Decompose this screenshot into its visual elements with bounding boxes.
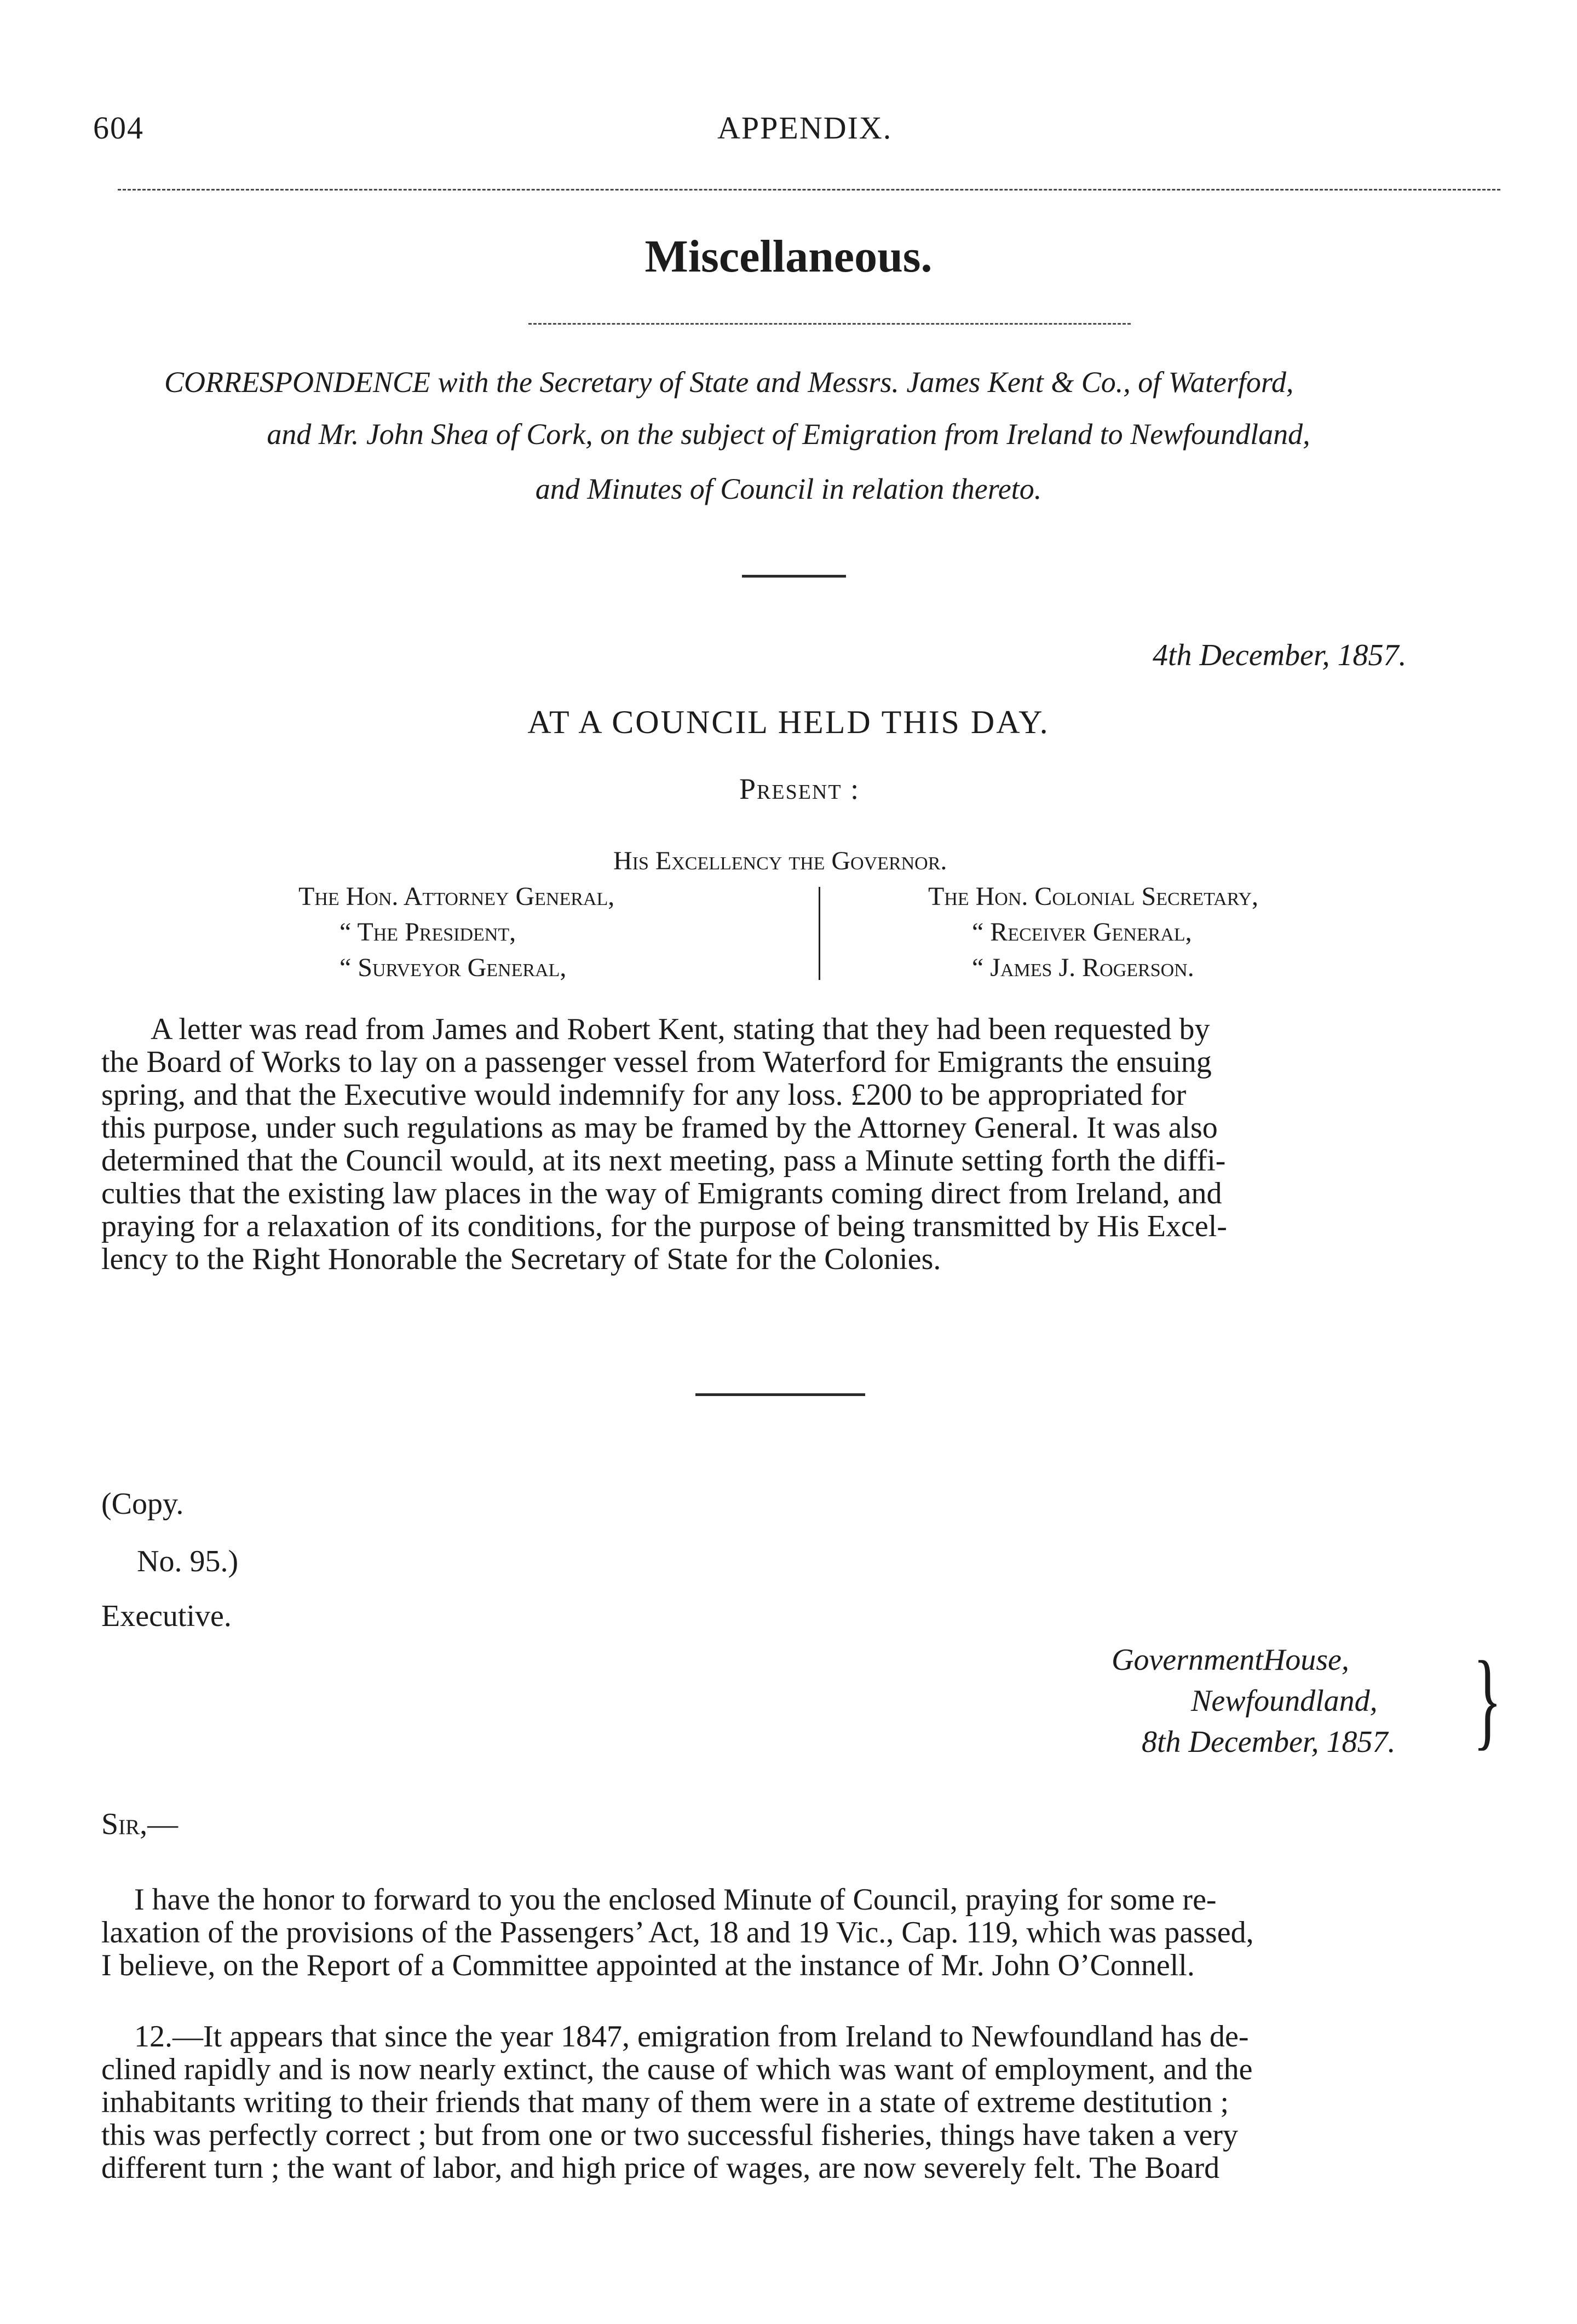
address-brace: } bbox=[1473, 1639, 1502, 1760]
left-member-3: “ Surveyor General, bbox=[339, 953, 567, 982]
short-rule-1 bbox=[742, 575, 846, 578]
correspondence-line-1: CORRESPONDENCE with the Secretary of State and Messrs. James Kent & Co., of Waterford, bbox=[164, 366, 1294, 399]
title-rule bbox=[528, 323, 1131, 325]
address-line-1: GovernmentHouse, bbox=[1112, 1643, 1349, 1677]
address-line-2: Newfoundland, bbox=[1191, 1684, 1378, 1718]
letter-line: laxation of the provisions of the Passengers’ Act, 18 and 19 Vic., Cap. 119, which was passed, bbox=[101, 1916, 1254, 1950]
running-title: APPENDIX. bbox=[717, 110, 893, 146]
correspondence-line-2: and Mr. John Shea of Cork, on the subject of Emigration from Ireland to Newfoundland, bbox=[267, 418, 1310, 451]
letter-paragraph-1 bbox=[101, 1883, 1503, 1982]
left-member-2: “ The President, bbox=[339, 918, 516, 947]
short-rule-2 bbox=[695, 1393, 865, 1396]
minute-line: culties that the existing law places in the way of Emigrants coming direct from Ireland, and bbox=[101, 1177, 1222, 1210]
minute-paragraph bbox=[101, 1013, 1503, 1276]
council-date: 4th December, 1857. bbox=[1153, 638, 1407, 672]
letter-line: I believe, on the Report of a Committee appointed at the instance of Mr. John O’Connell. bbox=[101, 1948, 1195, 1982]
copy-label: (Copy. bbox=[101, 1487, 184, 1521]
right-member-3: “ James J. Rogerson. bbox=[972, 953, 1194, 982]
governor: His Excellency the Governor. bbox=[613, 846, 947, 875]
minute-line: praying for a relaxation of its conditions, for the purpose of being transmitted by His Excel- bbox=[101, 1209, 1227, 1243]
minute-line: determined that the Council would, at its next meeting, pass a Minute setting forth the diffi- bbox=[101, 1144, 1226, 1178]
address-line-3: 8th December, 1857. bbox=[1142, 1725, 1396, 1759]
minute-line: spring, and that the Executive would indemnify for any loss. £200 to be appropriated for bbox=[101, 1078, 1187, 1112]
letter-number: No. 95.) bbox=[137, 1544, 239, 1578]
member-divider bbox=[819, 887, 820, 980]
letter-line: I have the honor to forward to you the enclosed Minute of Council, praying for some re- bbox=[134, 1883, 1217, 1917]
right-member-2: “ Receiver General, bbox=[972, 918, 1192, 947]
header-rule bbox=[118, 189, 1500, 191]
correspondence-line-3: and Minutes of Council in relation thereto. bbox=[535, 472, 1042, 505]
minute-line: this purpose, under such regulations as may be framed by the Attorney General. It was also bbox=[101, 1111, 1218, 1145]
present-label: Present : bbox=[739, 772, 860, 805]
letter-line: this was perfectly correct ; but from one or two successful fisheries, things have taken a very bbox=[101, 2118, 1238, 2152]
council-heading: AT A COUNCIL HELD THIS DAY. bbox=[527, 704, 1050, 740]
executive-label: Executive. bbox=[101, 1599, 232, 1633]
letter-paragraph-2 bbox=[101, 2020, 1503, 2184]
minute-line: lency to the Right Honorable the Secretary of State for the Colonies. bbox=[101, 1242, 941, 1276]
section-title: Miscellaneous. bbox=[644, 231, 933, 282]
minute-line: A letter was read from James and Robert Kent, stating that they had been requested by bbox=[151, 1012, 1210, 1046]
letter-line: different turn ; the want of labor, and high price of wages, are now severely felt. The Board bbox=[101, 2151, 1220, 2185]
salutation: Sir,— bbox=[101, 1807, 179, 1841]
letter-line: clined rapidly and is now nearly extinct, the cause of which was want of employment, and the bbox=[101, 2052, 1253, 2086]
left-member-1: The Hon. Attorney General, bbox=[298, 882, 615, 911]
page-number: 604 bbox=[93, 110, 144, 146]
letter-line: 12.—It appears that since the year 1847, emigration from Ireland to Newfoundland has de- bbox=[134, 2020, 1249, 2054]
right-member-1: The Hon. Colonial Secretary, bbox=[928, 882, 1259, 911]
minute-line: the Board of Works to lay on a passenger vessel from Waterford for Emigrants the ensuing bbox=[101, 1045, 1212, 1079]
letter-line: inhabitants writing to their friends that many of them were in a state of extreme destitution ; bbox=[101, 2085, 1229, 2119]
